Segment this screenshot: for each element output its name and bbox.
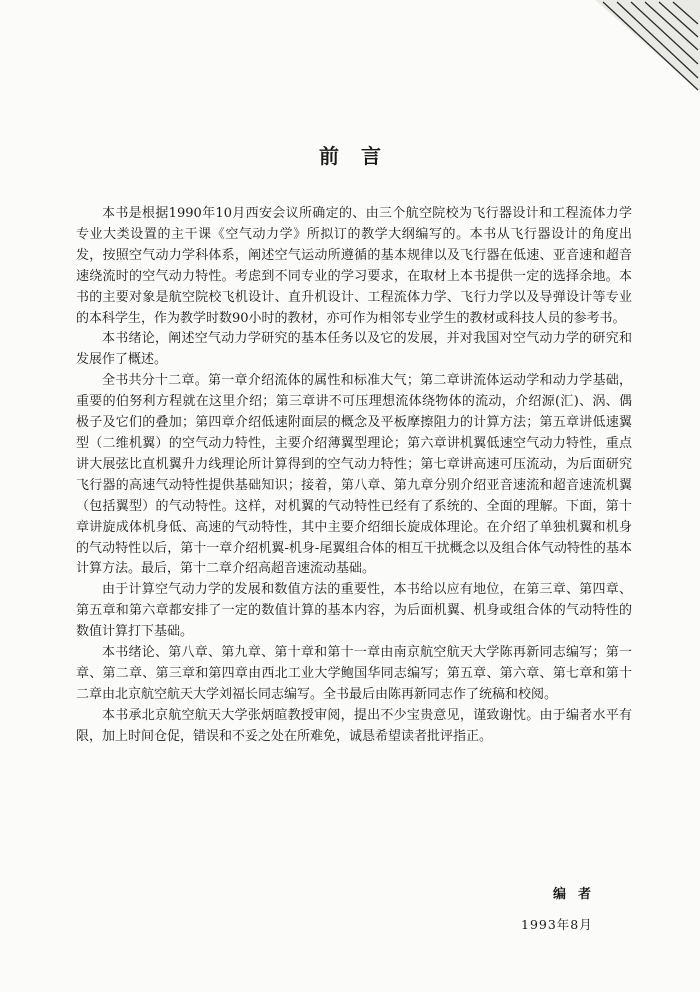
preface-paragraph-3: 全书共分十二章。第一章介绍流体的属性和标准大气；第二章讲流体运动学和动力学基础，重要的伯努利方程就在这里介绍；第三章讲不可压理想流体绕物体的流动，介绍源(汇)、涡、偶极子及它们的叠加；第四章介绍低速附面层的概念及平板摩擦阻力的计算方法；第五章讲低速翼型（二维机翼）的空气动力特性，主要介绍薄翼型理论；第六章讲机翼低速空气动力特性，重点讲大展弦比直机翼升力线理论所计算得到的空气动力特性；第七章讲高速可压流动，为后面研究飞行器的高速气动特性提供基础知识；接着，第八章、第九章分别介绍亚音速流和超音速流机翼（包括翼型）的气动特性。这样，对机翼的气动特性已经有了系统的、全面的理解。下面，第十章讲旋成体机身低、高速的气动特性，其中主要介绍细长旋成体理论。在介绍了单独机翼和机身的气动特性以后，第十一章介绍机翼-机身-尾翼组合体的相互干扰概念以及组合体气动特性的基本计算方法。最后，第十二章介绍高超音速流动基础。 (76, 373, 632, 577)
preface-paragraph-5: 本书绪论、第八章、第九章、第十章和第十一章由南京航空航天大学陈再新同志编写；第一章、第二章、第三章和第四章由西北工业大学鲍国华同志编写；第五章、第六章、第七章和第十二章由北京航空航天大学刘福长同志编写。全书最后由陈再新同志作了统稿和校阅。 (76, 645, 632, 702)
page-title: 前言 (319, 144, 403, 168)
preface-date: 1993年8月 (521, 917, 593, 932)
author-signature: 编者 (553, 887, 604, 902)
preface-body (76, 204, 632, 748)
scan-corner-mark (595, 0, 700, 95)
preface-paragraph-2: 本书绪论，阐述空气动力学研究的基本任务以及它的发展，并对我国对空气动力学的研究和发展作了概述。 (76, 331, 632, 368)
preface-paragraph-4: 由于计算空气动力学的发展和数值方法的重要性，本书给以应有地位，在第三章、第四章、第五章和第六章都安排了一定的数值计算的基本内容，为后面机翼、机身或组合体的气动特性的数值计算打下基础。 (76, 582, 632, 640)
preface-paragraph-6: 本书承北京航空航天大学张炳暄教授审阅，提出不少宝贵意见，谨致谢忱。由于编者水平有限，加上时间仓促，错误和不妥之处在所难免，诚恳希望读者批评指正。 (76, 707, 632, 744)
preface-paragraph-1: 本书是根据1990年10月西安会议所确定的、由三个航空院校为飞行器设计和工程流体力学专业大类设置的主干课《空气动力学》所拟订的教学大纲编写的。本书从飞行器设计的角度出发，按照空气动力学科体系，阐述空气运动所遵循的基本规律以及飞行器在低速、亚音速和超音速绕流时的空气动力特性。考虑到不同专业的学习要求，在取材上本书提供一定的选择余地。本书的主要对象是航空院校飞机设计、直升机设计、工程流体力学、飞行力学以及导弹设计等专业的本科学生，作为教学时数90小时的教材，亦可作为相邻专业学生的教材或科技人员的参考书。 (76, 206, 632, 326)
